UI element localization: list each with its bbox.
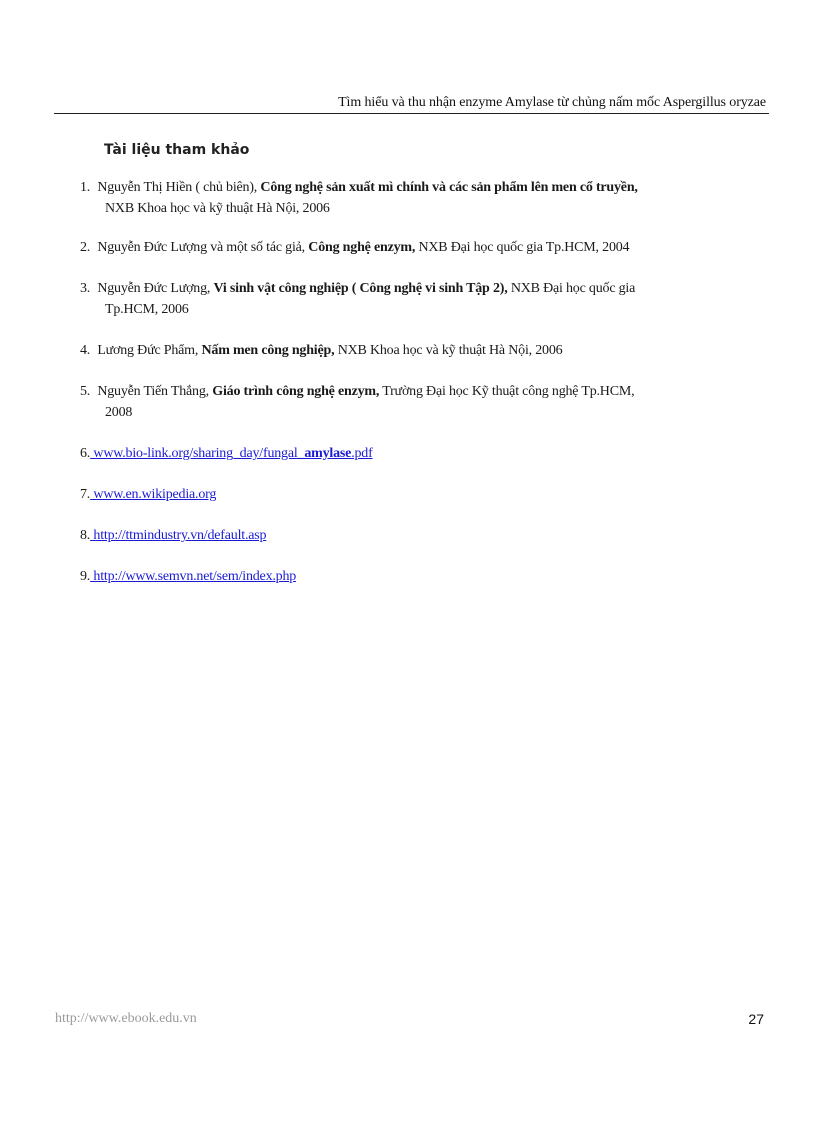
reference-number: 1.: [80, 180, 91, 195]
references-heading: Tài liệu tham khảo: [104, 142, 250, 158]
reference-item-5: [80, 381, 700, 423]
reference-publisher-continued: 2008: [105, 405, 133, 420]
reference-number: 5.: [80, 384, 91, 399]
reference-title: Nấm men công nghiệp,: [201, 343, 335, 358]
reference-item-6: [80, 443, 700, 464]
reference-number: 6.: [80, 446, 91, 461]
reference-publisher: NXB Khoa học và kỹ thuật Hà Nội, 2006: [337, 343, 563, 358]
link-text-part: www.bio-link.org/sharing_day/fungal_: [90, 446, 305, 461]
reference-number: 9.: [80, 569, 91, 584]
reference-publisher: NXB Đại học quốc gia: [510, 281, 636, 296]
reference-link-wikipedia[interactable]: www.en.wikipedia.org: [90, 487, 217, 502]
reference-number: 4.: [80, 343, 91, 358]
page-number: 27: [748, 1011, 764, 1027]
header-divider: [54, 113, 769, 114]
link-text-part-bold: amylase: [304, 446, 352, 461]
reference-author: Nguyễn Đức Lượng và một số tác giả,: [97, 240, 305, 255]
reference-author: Lương Đức Phẩm,: [97, 343, 199, 358]
reference-item-1: [80, 177, 700, 219]
reference-publisher-continued: Tp.HCM, 2006: [105, 302, 189, 317]
reference-item-7: [80, 484, 700, 505]
reference-item-3: [80, 278, 700, 320]
reference-title: Công nghệ enzym,: [308, 240, 416, 255]
reference-item-9: [80, 566, 700, 587]
reference-number: 7.: [80, 487, 91, 502]
reference-publisher: NXB Khoa học và kỹ thuật Hà Nội, 2006: [105, 201, 330, 216]
reference-number: 3.: [80, 281, 91, 296]
reference-item-4: [80, 340, 700, 361]
reference-link-semvn[interactable]: http://www.semvn.net/sem/index.php: [90, 569, 297, 584]
reference-publisher: NXB Đại học quốc gia Tp.HCM, 2004: [418, 240, 630, 255]
reference-link-bio-link[interactable]: [90, 446, 372, 461]
reference-author: Nguyễn Đức Lượng,: [97, 281, 211, 296]
reference-title: Vi sinh vật công nghiệp ( Công nghệ vi sinh Tập 2),: [213, 281, 508, 296]
running-header-title: Tìm hiểu và thu nhận enzyme Amylase từ chủng nấm mốc Aspergillus oryzae: [338, 95, 766, 110]
reference-title: Giáo trình công nghệ enzym,: [212, 384, 380, 399]
reference-title: Công nghệ sản xuất mì chính và các sản phẩm lên men cổ truyền,: [260, 180, 638, 195]
reference-number: 2.: [80, 240, 91, 255]
link-text-part: .pdf: [351, 446, 373, 461]
reference-item-8: [80, 525, 700, 546]
reference-item-2: [80, 237, 700, 258]
reference-author: Nguyễn Tiến Thắng,: [97, 384, 209, 399]
reference-number: 8.: [80, 528, 91, 543]
footer-url: http://www.ebook.edu.vn: [55, 1011, 197, 1026]
reference-author: Nguyễn Thị Hiền ( chủ biên),: [97, 180, 258, 195]
reference-link-ttmindustry[interactable]: http://ttmindustry.vn/default.asp: [90, 528, 267, 543]
reference-publisher: Trường Đại học Kỹ thuật công nghệ Tp.HCM,: [382, 384, 635, 399]
